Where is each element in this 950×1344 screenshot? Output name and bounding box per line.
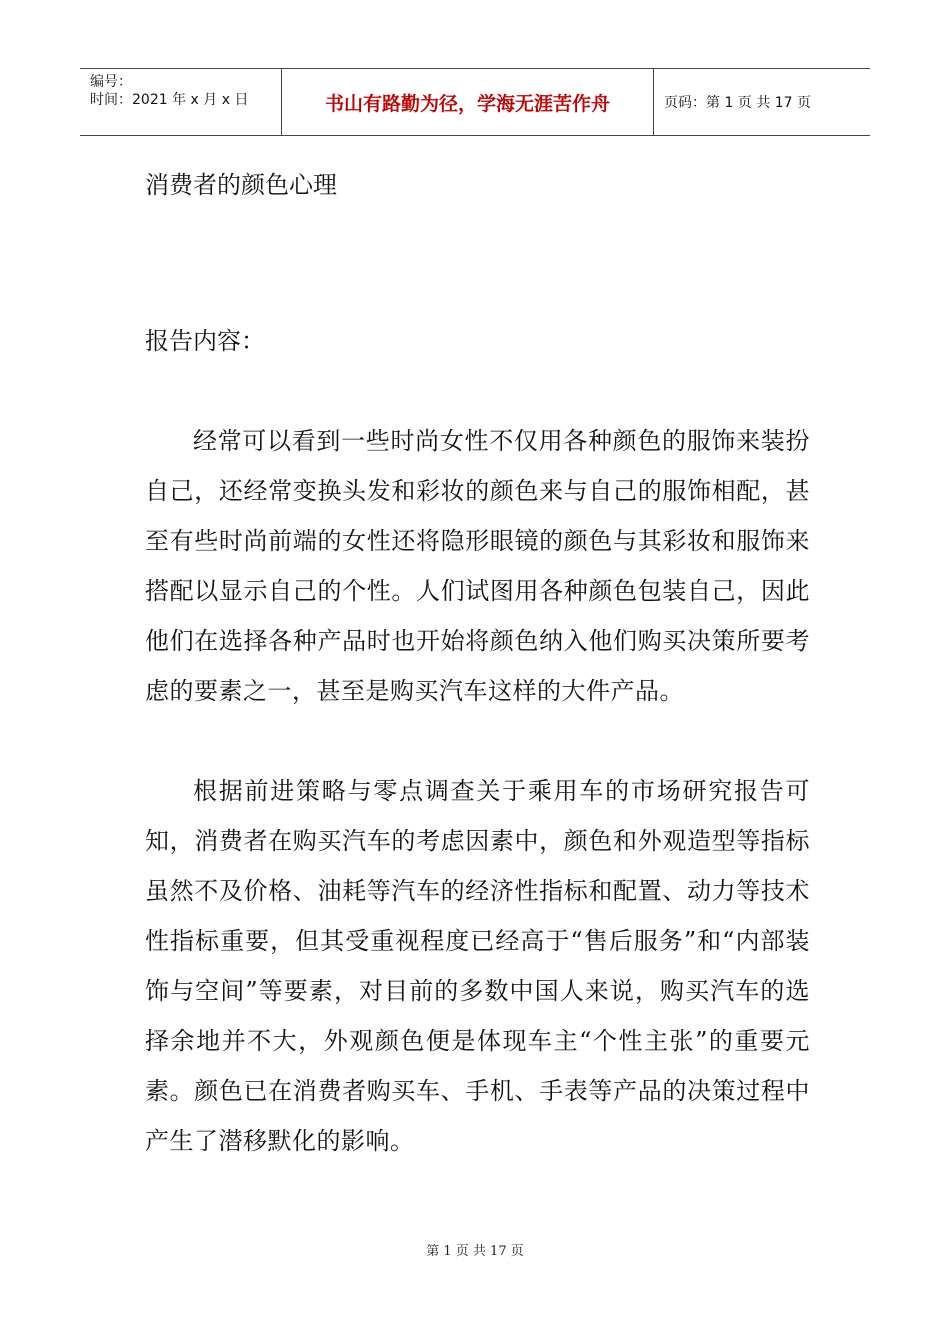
document-body	[145, 160, 810, 1166]
page-footer: 第 1 页 共 17 页	[426, 1244, 524, 1259]
header-page-info: 页码：第 1 页 共 17 页	[664, 95, 811, 111]
paragraph: 根据前进策略与零点调查关于乘用车的市场研究报告可知，消费者在购买汽车的考虑因素中，颜色和外观造型等指标虽然不及价格、油耗等汽车的经济性指标和配置、动力等技术性指标重要，但其受重视程度已经高于“售后服务”和“内部装饰与空间”等要素，对目前的多数中国人来说，购买汽车的选择余地并不大，外观颜色便是体现车主“个性主张”的重要元素。颜色已在消费者购买车、手机、手表等产品的决策过程中产生了潜移默化的影响。	[145, 777, 810, 1155]
header-motto: 书山有路勤为径，学海无涯苦作舟	[282, 69, 654, 135]
section-label: 报告内容：	[145, 327, 265, 355]
paragraph: 经常可以看到一些时尚女性不仅用各种颜色的服饰来装扮自己，还经常变换头发和彩妆的颜色来与自己的服饰相配，甚至有些时尚前端的女性还将隐形眼镜的颜色与其彩妆和服饰来搭配以显示自己的个性。人们试图用各种颜色包装自己，因此他们在选择各种产品时也开始将颜色纳入他们购买决策所要考虑的要素之一，甚至是购买汽车这样的大件产品。	[145, 427, 810, 705]
page-header	[80, 68, 870, 136]
header-meta	[80, 69, 282, 135]
date-label: 时间：2021 年 x 月 x 日	[90, 92, 249, 108]
number-label: 编号：	[90, 74, 132, 90]
document-title: 消费者的颜色心理	[145, 171, 337, 199]
